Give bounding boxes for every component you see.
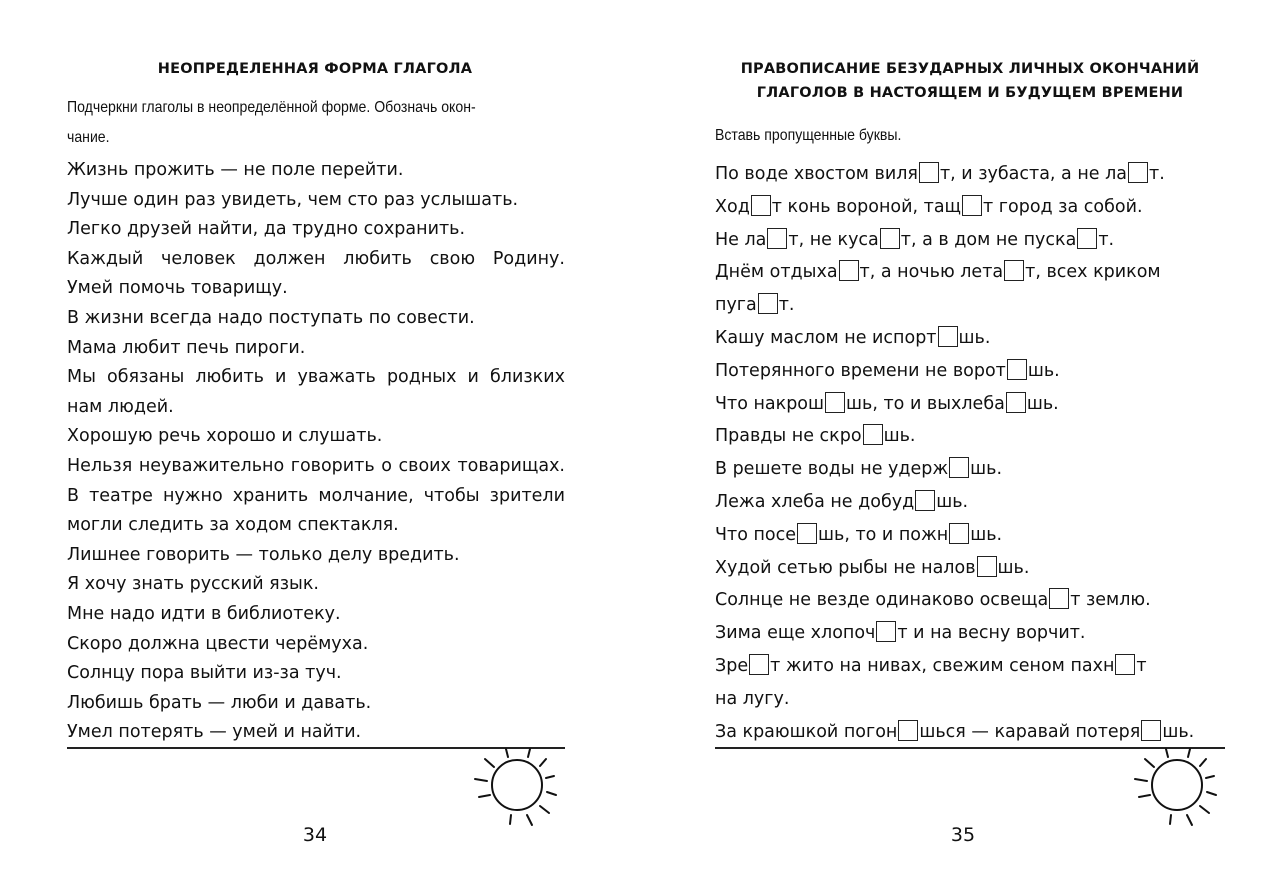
- exercise-text: Потерянного времени не ворот: [715, 360, 1006, 381]
- right-instruction: Вставь пропущенные буквы.: [715, 127, 902, 144]
- proverb-line: Лишнее говорить — только делу вредить.: [67, 544, 460, 565]
- proverb-line: Нельзя неуважительно говорить о своих товарищах.: [67, 455, 565, 476]
- missing-letter-box[interactable]: [915, 490, 935, 511]
- missing-letter-box[interactable]: [1007, 359, 1027, 380]
- proverb-line: Мы обязаны любить и уважать родных и близких: [67, 367, 565, 388]
- exercise-text: По воде хвостом виля: [715, 164, 918, 184]
- exercise-line: [715, 224, 1225, 257]
- missing-letter-box[interactable]: [1115, 654, 1135, 675]
- exercise-text: В решете воды не удерж: [715, 459, 949, 480]
- exercise-text: шь.: [997, 557, 1030, 578]
- left-page-title: НЕОПРЕДЕЛЕННАЯ ФОРМА ГЛАГОЛА: [157, 61, 473, 77]
- page-number: 35: [950, 824, 976, 846]
- missing-letter-box[interactable]: [962, 195, 982, 216]
- exercise-line: [715, 552, 1225, 585]
- exercise-text: Кашу маслом не испорт: [715, 327, 937, 348]
- exercise-text: шь.: [958, 327, 991, 348]
- missing-letter-box[interactable]: [1128, 162, 1148, 183]
- exercise-line: [715, 650, 1225, 683]
- exercise-line: [715, 716, 1225, 749]
- exercise-text: шь.: [1162, 721, 1195, 742]
- exercise-line: [715, 289, 1225, 322]
- proverb-line: Солнцу пора выйти из-за туч.: [67, 663, 342, 684]
- exercise-text: Что накрош: [715, 393, 825, 414]
- missing-letter-box[interactable]: [749, 654, 769, 675]
- page-number: 34: [302, 824, 328, 846]
- right-page: [640, 0, 1280, 882]
- exercise-text: т город за собой.: [983, 196, 1143, 217]
- proverb-line: Хорошую речь хорошо и слушать.: [67, 426, 383, 447]
- exercise-text: шь, то и пожн: [818, 524, 949, 545]
- exercise-line: [715, 584, 1225, 617]
- sun-icon: [1130, 745, 1230, 830]
- proverb-line: Умел потерять — умей и найти.: [67, 722, 362, 743]
- exercise-line: [715, 519, 1225, 552]
- exercise-text: Лежа хлеба не добуд: [715, 491, 915, 512]
- left-instruction: [67, 93, 476, 153]
- exercise-line: [715, 388, 1225, 421]
- exercise-text: шь, то и выхлеба: [846, 393, 1005, 414]
- exercise-line: [715, 617, 1225, 650]
- exercise-text: т конь вороной, тащ: [771, 196, 962, 217]
- exercise-line: [715, 420, 1225, 453]
- exercise-line: [715, 256, 1225, 289]
- missing-letter-box[interactable]: [797, 523, 817, 544]
- proverb-line: В жизни всегда надо поступать по совести.: [67, 307, 475, 328]
- proverb-line: Любишь брать — люби и давать.: [67, 692, 372, 713]
- exercise-line: [715, 158, 1225, 191]
- exercise-text: т.: [1098, 229, 1115, 250]
- proverb-line: В театре нужно хранить молчание, чтобы зрители: [67, 485, 565, 506]
- exercise-text: на лугу.: [715, 688, 790, 709]
- exercise-text: т, не куса: [788, 229, 879, 250]
- proverb-line: Мама любит печь пироги.: [67, 337, 306, 358]
- exercise-text: т жито на нивах, свежим сеном пахн: [770, 655, 1115, 676]
- missing-letter-box[interactable]: [949, 457, 969, 478]
- exercise-line: [715, 322, 1225, 355]
- exercise-text: пуга: [715, 295, 757, 316]
- proverb-line: Скоро должна цвести черёмуха.: [67, 633, 369, 654]
- missing-letter-box[interactable]: [825, 392, 845, 413]
- proverb-line: Жизнь прожить — не поле перейти.: [67, 160, 404, 180]
- proverb-line: Легко друзей найти, да трудно сохранить.: [67, 219, 466, 240]
- exercise-text: шься — каравай потеря: [919, 721, 1141, 742]
- missing-letter-box[interactable]: [938, 326, 958, 347]
- exercise-line: [715, 453, 1225, 486]
- missing-letter-box[interactable]: [977, 556, 997, 577]
- missing-letter-box[interactable]: [839, 260, 859, 281]
- missing-letter-box[interactable]: [1141, 720, 1161, 741]
- exercise-text: т и на весну ворчит.: [897, 623, 1086, 644]
- exercise-text: Не ла: [715, 229, 767, 250]
- exercise-text: Ход: [715, 196, 750, 217]
- proverb-line: Умей помочь товарищу.: [67, 278, 288, 299]
- exercise-text: Днём отдыха: [715, 262, 838, 283]
- proverb-line: нам людей.: [67, 396, 174, 417]
- exercise-line: [715, 355, 1225, 388]
- exercise-text: Зре: [715, 655, 749, 676]
- missing-letter-box[interactable]: [880, 228, 900, 249]
- exercise-text: шь.: [970, 459, 1003, 480]
- exercise-line: [715, 486, 1225, 519]
- proverb-line: могли следить за ходом спектакля.: [67, 515, 399, 536]
- missing-letter-box[interactable]: [1004, 260, 1024, 281]
- instruction-line: чание.: [67, 129, 110, 146]
- exercise-text: шь.: [1027, 360, 1060, 381]
- exercise-text: т, а в дом не пуска: [900, 229, 1077, 250]
- missing-letter-box[interactable]: [863, 424, 883, 445]
- exercise-text: За краюшкой погон: [715, 721, 898, 742]
- exercise-text: шь.: [883, 426, 916, 447]
- exercise-line: [715, 191, 1225, 224]
- missing-letter-box[interactable]: [1077, 228, 1097, 249]
- exercise-text: т землю.: [1070, 590, 1151, 611]
- proverb-line: Каждый человек должен любить свою Родину.: [67, 248, 565, 269]
- exercise-text: шь.: [1026, 393, 1059, 414]
- missing-letter-box[interactable]: [758, 293, 778, 314]
- exercise-text: т: [1136, 655, 1147, 676]
- exercise-text: т.: [778, 295, 795, 316]
- exercise-text: Что посе: [715, 524, 796, 545]
- proverb-line: Мне надо идти в библиотеку.: [67, 603, 341, 624]
- missing-letter-box[interactable]: [919, 162, 939, 183]
- exercise-text: шь.: [936, 491, 969, 512]
- right-exercise-list: [715, 158, 1225, 748]
- proverb-line: Я хочу знать русский язык.: [67, 574, 319, 595]
- missing-letter-box[interactable]: [876, 621, 896, 642]
- right-page-title: ПРАВОПИСАНИЕ БЕЗУДАРНЫХ ЛИЧНЫХ ОКОНЧАНИЙ ГЛАГОЛОВ В НАСТОЯЩЕМ И БУДУЩЕМ ВРЕМЕНИ: [740, 61, 1200, 101]
- exercise-text: шь.: [970, 524, 1003, 545]
- exercise-text: т, и зубаста, а не ла: [939, 164, 1128, 184]
- missing-letter-box[interactable]: [767, 228, 787, 249]
- proverb-line: Лучше один раз увидеть, чем сто раз услышать.: [67, 189, 519, 210]
- missing-letter-box[interactable]: [1006, 392, 1026, 413]
- exercise-text: Худой сетью рыбы не налов: [715, 557, 976, 578]
- exercise-text: т, а ночью лета: [859, 262, 1004, 283]
- exercise-text: Правды не скро: [715, 426, 862, 447]
- exercise-text: т.: [1149, 164, 1165, 184]
- missing-letter-box[interactable]: [751, 195, 771, 216]
- exercise-text: т, всех криком: [1025, 262, 1161, 283]
- missing-letter-box[interactable]: [1049, 588, 1069, 609]
- sun-icon: [470, 745, 570, 830]
- left-proverbs-list: [67, 156, 565, 748]
- instruction-line: Подчеркни глаголы в неопределённой форме. Обозначь окон-: [67, 99, 476, 116]
- exercise-text: Солнце не везде одинаково освеща: [715, 590, 1049, 611]
- missing-letter-box[interactable]: [898, 720, 918, 741]
- exercise-line: [715, 683, 1225, 716]
- exercise-text: Зима еще хлопоч: [715, 623, 876, 644]
- missing-letter-box[interactable]: [949, 523, 969, 544]
